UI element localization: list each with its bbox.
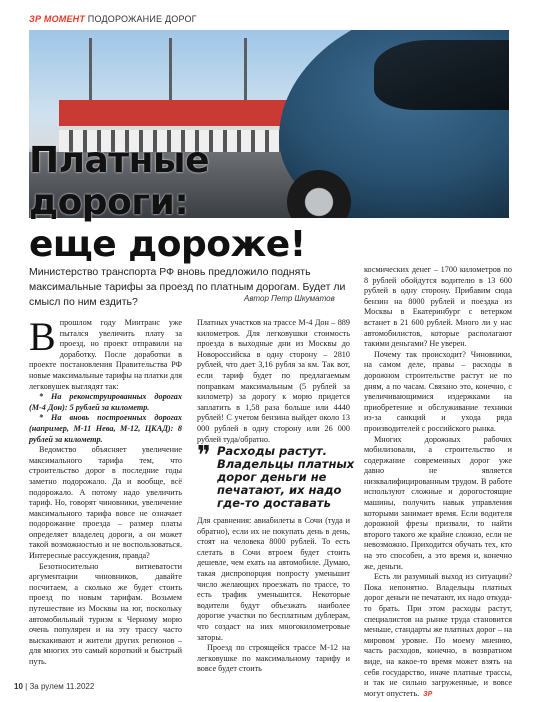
paragraph: Многих дорожных рабочих мобилизовали, а строительство и содержание современных дорог уже давно не является низквалифицированным трудом. В работе используют сложные и дорогостоящие машины, получить навык управления которыми занимает время. Если водителя дорожной фрезы призвали, то найти второго такого же крайне сложно, если не невозможно. Приходится обучать тех, кто на это способен, а это время и, конечно же, деньги. [364,434,512,571]
pull-quote [197,441,355,510]
section-header [29,14,197,24]
paragraph: Платных участков на трассе М-4 Дон – 889 километров. Для легковушки стоимость проезда в выходные дни из Москвы до Новороссийска в одну сторону – 2810 рублей, что дает 3,16 рубля за км. Так вот, если тариф будет по предлагаемым поправкам максимальным (5 рублей за километр) за дорогу к морю придется заплатить в 1,58 раза больше или 4440 рублей! С учетом бензина выйдет около 13 000 рублей в одну сторону или 26 000 рублей туда/обратно. [197,318,350,444]
rubric-brand: ЗР МОМЕНТ [29,14,86,24]
tariff-item: * На вновь построенных дорогах (например, М-11 Нева, М-12, ЦКАД): 8 рублей за километр. [29,413,182,444]
paragraph: прошлом году Минтранс уже пытался увеличить плату за проезд, но проект отправили на доработку. После доработки в проекте постановления Правительства РФ новые максимальные тарифы на платки для легковушек выглядят так: [29,318,182,391]
page-footer [14,682,94,691]
text-column-2 [197,318,350,445]
article-title [29,140,306,266]
light-pole [169,38,172,108]
paragraph [364,572,512,700]
text-column-3 [364,265,512,700]
paragraph: космических денег – 1700 километров по 8 рублей обойдутся водителю в 13 600 рублей в одну сторону. Прибавим сюда бензин на 8000 рублей и поездка из Москвы в Екатеринбург с ветерком встанет в 21 600 рублей. Много ли у нас автомобилистов, которые располагают такими деньгами? Не уверен. [364,265,512,349]
author-byline: Автор Петр Шкуматов [244,294,335,303]
light-pole [244,38,247,108]
title-line: Платные [29,140,209,181]
paragraph: Почему так происходит? Чиновники, на самом деле, правы – расходы в дорожном строительстве растут не по дням, а по часам. Связано это, конечно, с увеличивающимися издержками на приобретение и обслуживание техники из-за санкций и ухода ряда производителей с российского рынка. [364,349,512,433]
paragraph: Безотносительно витиеватости аргументации чиновников, давайте посчитаем, а сколько же будет стоить проезд по новым тарифам. Возьмем путешествие из Москвы на юг, поскольку автомобильный туризм к Черному морю очень популярен и на эту трассу часто выскакивают и жители других регионов – для многих это самый короткий и быстрый путь. [29,561,182,666]
paragraph-text: Есть ли разумный выход из ситуации? Пока непонятно. Владельцы платных дорог деньги не печатают, их надо откуда-то брать. При этом расходы растут, специалистов на рынке труда становится меньше, стандарты же платных дорог – на мировом уровне. По моему мнению, часть расходов, конечно, в возвратном виде, на какое-то время может взять на себя государство, иначе платные трассы, и так не сильно загруженные, и вовсе могут опустеть. [364,572,512,698]
pull-quote-text: Расходы растут. Владельцы платных дорог деньги не печатают, их надо где-то доставать [217,444,355,510]
quote-mark-icon: ❞ [197,441,211,471]
end-mark: ЗР [423,690,433,698]
paragraph: Ведомство объясняет увеличение максимального тарифа тем, что строительство дорог в последние годы заметно подорожало. Да и вообще, всё подорожало. А потому надо увеличить тариф. Но, говорят чиновники, увеличение максимального тарифа вовсе не означает подорожание проезда – размер платы определяет владелец дороги, а он может такой возможностью и не воспользоваться. Интересные рассуждения, правда? [29,445,182,561]
article-lead: Министерство транспорта РФ вновь предложило поднять максимальные тарифы за проезд по платным дорогам. Будет ли смысл по ним ездить? [29,266,346,308]
title-line: еще дороже! [29,224,306,265]
light-pole [89,38,92,108]
text-column-1 [29,314,182,668]
title-line: дороги: [29,182,189,223]
car-window [374,40,509,110]
page-number: 10 [14,682,23,691]
issue-info: | За рулем 11.2022 [25,682,95,691]
paragraph: Проезд по строящейся трассе М-12 на легковушке по максимальному тарифу и вовсе будет стоить [197,643,350,674]
toll-plaza-canopy [59,100,299,130]
rubric-title: ПОДОРОЖАНИЕ ДОРОГ [87,14,197,24]
tariff-item: * На реконструированных дорогах (М-4 Дон): 5 рублей за километр. [29,392,182,412]
paragraph: Для сравнения: авиабилеты в Сочи (туда и обратно), если их не покупать день в день, стоят на человека 8000 рублей. То есть слетать в Сочи втроем будет стоить дешевле, чем ехать на автомобиле. Думаю, такая диспропорция попросту уменьшит число желающих проезжать по трассе, то есть трафик уменьшится. Некоторые водители будут объезжать наиболее дорогие участки по бесплатным дублерам, что создаст на них многокилометровые заторы. [197,516,350,642]
text-column-2-continued [197,516,350,675]
drop-cap: В [29,314,56,359]
